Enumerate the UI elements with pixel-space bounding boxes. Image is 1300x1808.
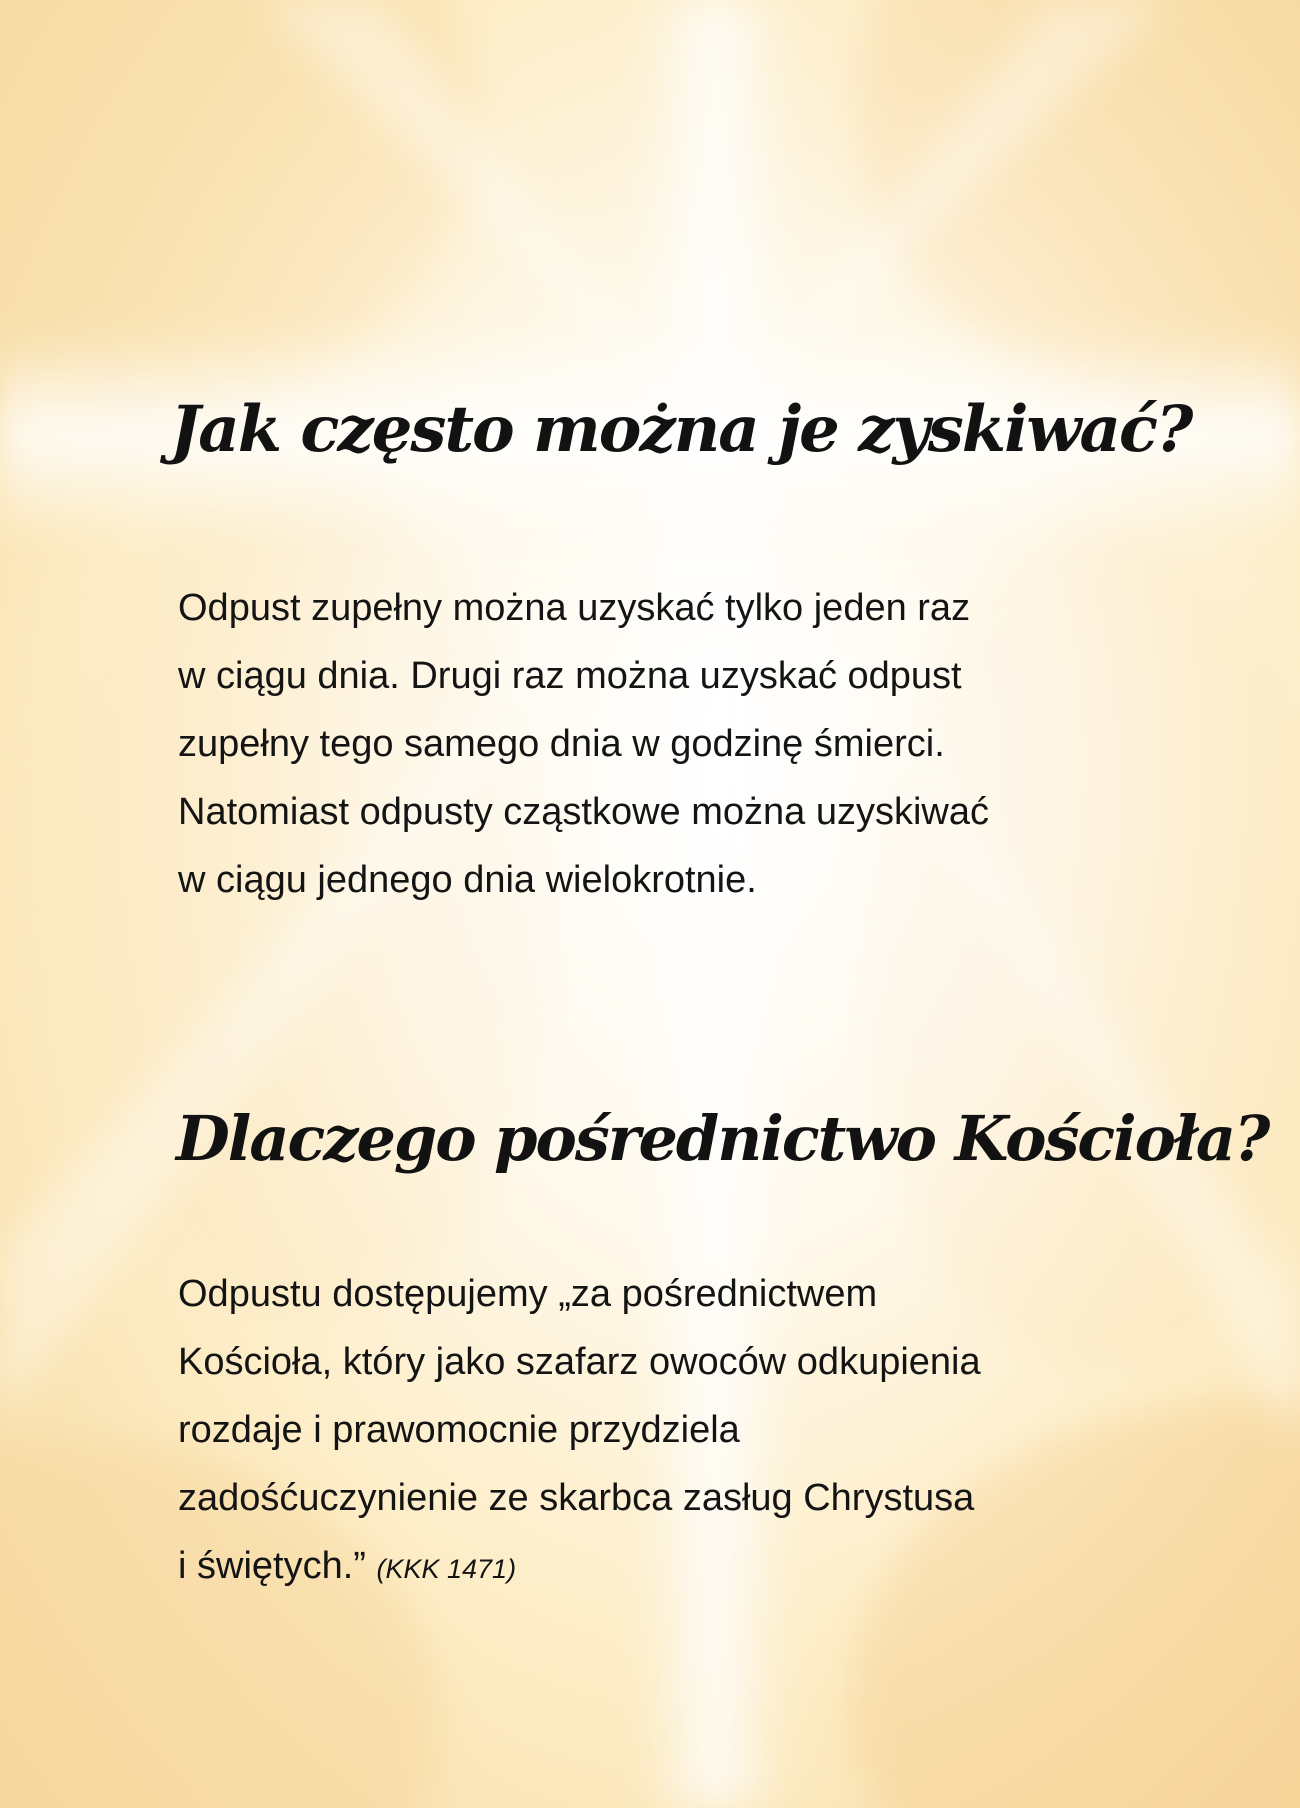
text-line: Odpust zupełny można uzyskać tylko jeden raz <box>178 587 971 629</box>
text-line: Natomiast odpusty cząstkowe można uzyskiwać <box>178 791 989 833</box>
text-line: Kościoła, który jako szafarz owoców odkupienia <box>178 1341 981 1383</box>
text-line: zupełny tego samego dnia w godzinę śmierci. <box>178 723 945 765</box>
paragraph-church-mediation <box>178 1260 1138 1603</box>
paragraph-frequency <box>178 574 1138 914</box>
quote-end-text: i świętych.” <box>178 1545 366 1587</box>
catechism-citation: (KKK 1471) <box>376 1554 517 1584</box>
section-heading-frequency: Jak często można je zyskiwać? <box>170 392 1192 467</box>
text-line-last <box>178 1532 1138 1603</box>
text-line: Odpustu dostępujemy „za pośrednictwem <box>178 1273 878 1315</box>
text-line: w ciągu jednego dnia wielokrotnie. <box>178 859 757 901</box>
text-line: w ciągu dnia. Drugi raz można uzyskać odpust <box>178 655 962 697</box>
section-heading-church-mediation: Dlaczego pośrednictwo Kościoła? <box>176 1102 1269 1175</box>
text-line: rozdaje i prawomocnie przydziela <box>178 1409 740 1451</box>
text-line: zadośćuczynienie ze skarbca zasług Chrystusa <box>178 1477 975 1519</box>
